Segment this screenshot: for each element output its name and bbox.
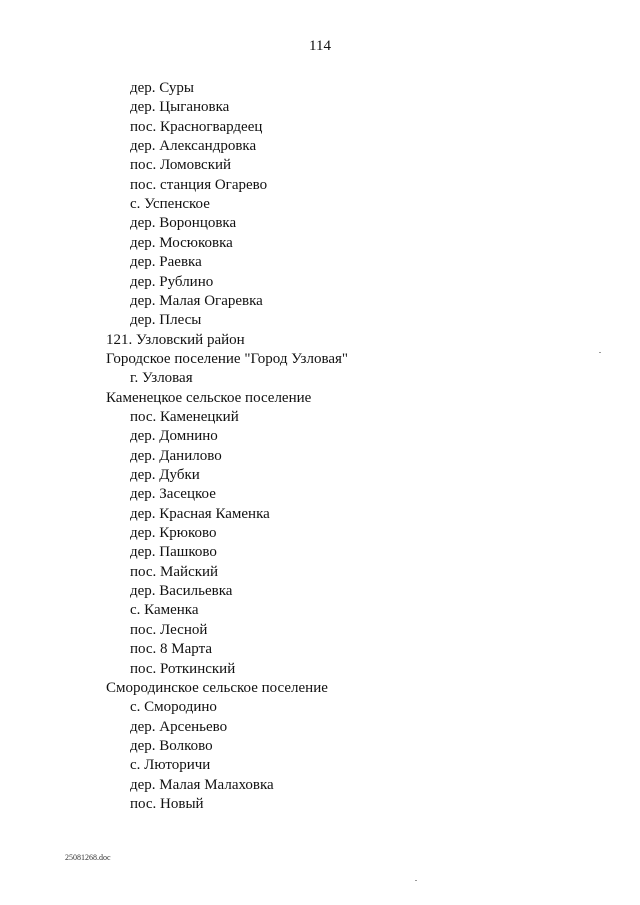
settlement-item: пос. Каменецкий — [130, 408, 239, 425]
settlement-item: дер. Воронцовка — [130, 215, 237, 232]
settlement-item: дер. Васильевка — [130, 583, 233, 600]
section-heading: Смородинское сельское поселение — [106, 679, 328, 696]
settlement-item: пос. Красногвардеец — [130, 118, 263, 135]
settlement-item: дер. Суры — [130, 80, 194, 96]
settlement-item: пос. Новый — [130, 795, 204, 812]
settlement-item: дер. Домнино — [130, 428, 218, 445]
settlement-item: дер. Плесы — [130, 312, 202, 329]
settlement-item: дер. Крюково — [130, 525, 217, 542]
settlement-item: пос. станция Огарево — [130, 176, 268, 193]
scan-speck — [599, 352, 601, 353]
settlement-item: дер. Цыгановка — [130, 99, 230, 116]
settlement-item: с. Люторичи — [130, 757, 211, 774]
settlement-item: дер. Мосюковка — [130, 234, 233, 251]
settlement-item: г. Узловая — [130, 370, 193, 387]
settlement-item: дер. Раевка — [130, 254, 202, 271]
settlement-item: дер. Красная Каменка — [130, 505, 270, 522]
settlement-item: дер. Засецкое — [130, 486, 216, 503]
settlement-item: дер. Волково — [130, 737, 213, 754]
settlement-item: пос. 8 Марта — [130, 641, 213, 658]
settlement-item: пос. Майский — [130, 563, 219, 580]
settlement-item: дер. Малая Огаревка — [130, 292, 263, 309]
settlement-item: пос. Роткинский — [130, 660, 236, 677]
settlement-item: дер. Рублино — [130, 273, 214, 290]
scan-speck — [415, 880, 417, 881]
settlement-item: дер. Дубки — [130, 467, 200, 483]
section-heading: Каменецкое сельское поселение — [106, 389, 312, 406]
settlement-item: дер. Данилово — [130, 447, 222, 464]
settlement-item: дер. Пашково — [130, 544, 217, 561]
footer-filename: 25081268.doc — [65, 853, 111, 862]
settlement-item: пос. Лесной — [130, 621, 208, 638]
settlement-item: с. Каменка — [130, 602, 199, 619]
section-heading: 121. Узловский район — [106, 331, 245, 348]
settlement-item: дер. Малая Малаховка — [130, 776, 274, 793]
settlement-item: дер. Александровка — [130, 138, 257, 155]
settlement-item: дер. Арсеньево — [130, 718, 228, 735]
page-number: 114 — [309, 38, 331, 54]
settlement-item: с. Успенское — [130, 196, 210, 213]
section-heading: Городское поселение "Город Узловая" — [106, 350, 349, 367]
settlement-item: с. Смородино — [130, 699, 217, 716]
settlement-item: пос. Ломовский — [130, 157, 232, 174]
